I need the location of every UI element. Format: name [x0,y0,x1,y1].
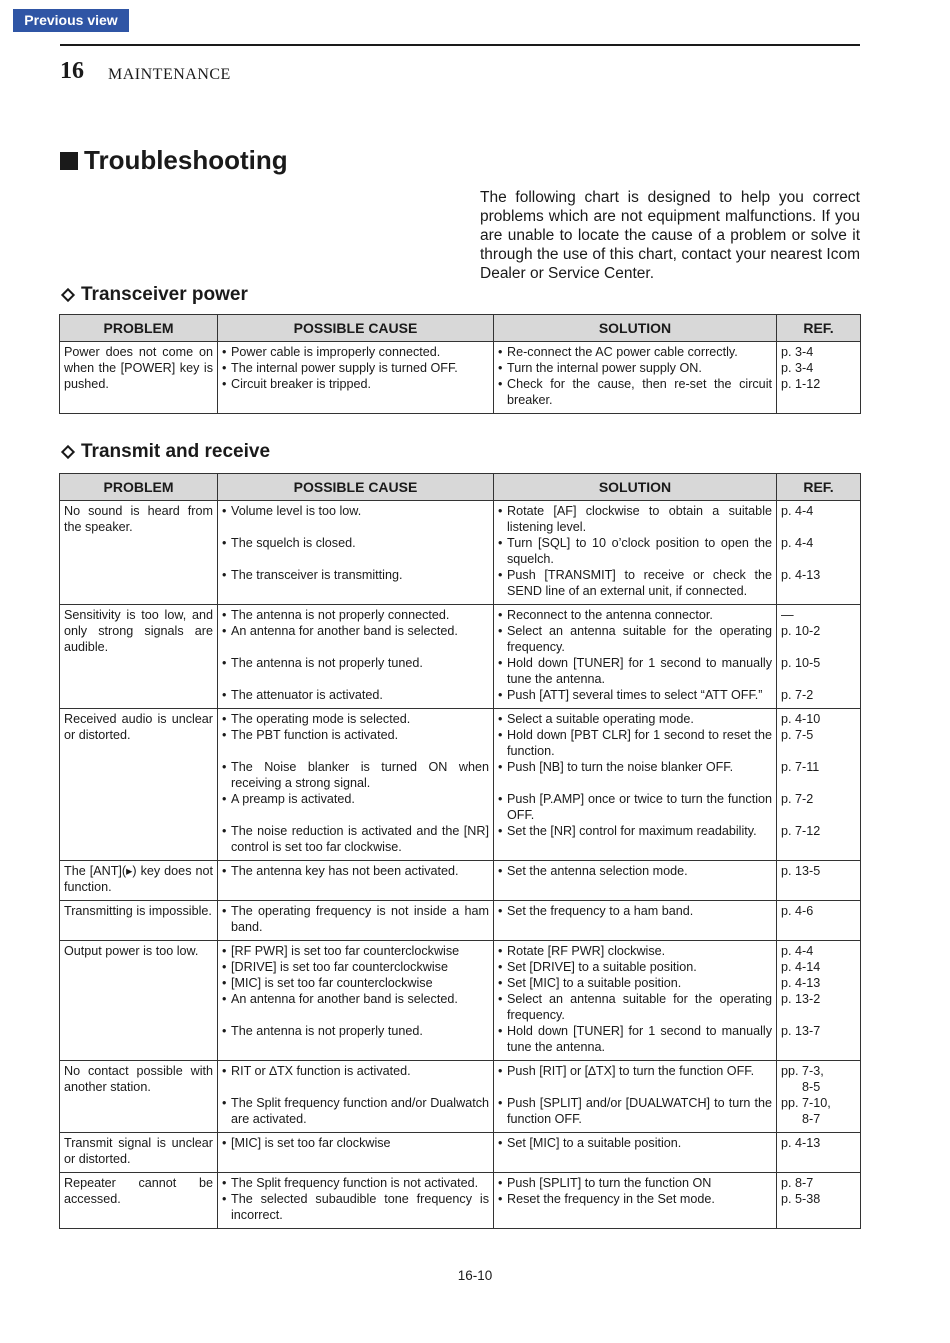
solution-item-text: Check for the cause, then re-set the circuit breaker. [507,377,772,407]
ref-text: p. 10-2 [781,624,821,638]
table-row [60,1061,861,1133]
page-number: 16-10 [457,1268,493,1283]
bullet-icon: • [222,1096,227,1110]
bullet-icon: • [222,944,227,958]
solution-item-text: Rotate [AF] clockwise to obtain a suitable listening level. [507,504,772,534]
previous-view-button[interactable]: Previous view [13,9,129,32]
solution-cell [494,709,777,861]
solution-item-text: Re-connect the AC power cable correctly. [507,345,738,359]
cause-item-text: The internal power supply is turned OFF. [231,361,458,375]
solution-cell [494,605,777,709]
cause-item-text: The operating mode is selected. [231,712,411,726]
cause-item [222,1063,489,1079]
table-row [60,342,861,414]
bullet-icon: • [222,1136,227,1150]
column-header: SOLUTION [494,474,777,501]
column-header: REF. [777,315,861,342]
ref-text: 8-7 [781,1112,821,1126]
solution-item [498,1191,772,1207]
bullet-icon: • [498,688,503,702]
cause-cell [218,605,494,709]
bullet-icon: • [222,608,227,622]
solution-item-text: Select an antenna suitable for the operating frequency. [507,992,772,1022]
cause-cell [218,1061,494,1133]
bullet-icon: • [222,504,227,518]
bullet-icon: • [222,688,227,702]
cause-item [222,759,489,791]
ref-cell [777,1133,861,1173]
solution-item [498,759,772,775]
cause-item [222,376,489,392]
bullet-icon: • [498,1064,503,1078]
cause-item [222,360,489,376]
solution-cell [494,342,777,414]
problem-cell: No contact possible with another station. [60,1061,218,1133]
section-title-text: Troubleshooting [84,145,288,175]
solution-item-text: Reconnect to the antenna connector. [507,608,713,622]
problem-cell: Received audio is unclear or distorted. [60,709,218,861]
solution-item [498,823,772,839]
solution-item [498,1135,772,1151]
spacer [781,519,856,535]
bullet-icon: • [498,792,503,806]
spacer [222,807,489,823]
cause-item [222,1023,489,1039]
table-row [60,709,861,861]
ref-text: p. 3-4 [781,345,814,359]
cause-item [222,535,489,551]
bullet-icon: • [498,824,503,838]
intro-paragraph: The following chart is designed to help you correct problems which are not equipment malfunctions. If you are unable to locate the cause of a problem or solve it through the use of this chart, contact your nearest Icom Dealer or Service Center. [480,189,860,282]
cause-item-text: An antenna for another band is selected. [231,992,458,1006]
cause-item-text: The antenna key has not been activated. [231,864,459,878]
ref-text: p. 7-5 [781,728,814,742]
solution-item [498,991,772,1023]
diamond-icon [61,445,75,459]
cause-item [222,1135,489,1151]
bullet-icon: • [222,1024,227,1038]
solution-cell [494,941,777,1061]
solution-item [498,623,772,655]
cause-cell [218,501,494,605]
bullet-icon: • [222,824,227,838]
solution-item-text: Rotate [RF PWR] clockwise. [507,944,666,958]
bullet-icon: • [498,976,503,990]
spacer [781,551,856,567]
bullet-icon: • [222,1192,227,1206]
spacer [498,1079,772,1095]
solution-item [498,959,772,975]
ref-text: p. 4-6 [781,904,814,918]
solution-item-text: Push [SPLIT] to turn the function ON [507,1176,712,1190]
bullet-icon: • [222,345,227,359]
cause-item [222,903,489,935]
solution-item-text: Turn the internal power supply ON. [507,361,702,375]
solution-item-text: Push [NB] to turn the noise blanker OFF. [507,760,734,774]
bullet-icon: • [498,904,503,918]
column-header: SOLUTION [494,315,777,342]
cause-item [222,655,489,671]
cause-cell [218,941,494,1061]
bullet-icon: • [222,568,227,582]
solution-item-text: Reset the frequency in the Set mode. [507,1192,715,1206]
solution-item-text: Select an antenna suitable for the operating frequency. [507,624,772,654]
ref-cell [777,861,861,901]
bullet-icon: • [498,1136,503,1150]
ref-text: p. 4-4 [781,536,814,550]
ref-cell [777,941,861,1061]
column-header: POSSIBLE CAUSE [218,315,494,342]
cause-item [222,344,489,360]
solution-cell [494,901,777,941]
ref-cell [777,1061,861,1133]
solution-item [498,1023,772,1055]
ref-text: p. 4-4 [781,504,814,518]
spacer [222,743,489,759]
bullet-icon: • [222,904,227,918]
table-row [60,1173,861,1229]
cause-item-text: An antenna for another band is selected. [231,624,458,638]
problem-cell: Power does not come on when the [POWER] key is pushed. [60,342,218,414]
ref-text: p. 4-13 [781,1136,821,1150]
solution-cell [494,861,777,901]
cause-item-text: The antenna is not properly connected. [231,608,450,622]
solution-item [498,655,772,687]
problem-cell: No sound is heard from the speaker. [60,501,218,605]
cause-item-text: The Split frequency function and/or Dualwatch are activated. [231,1096,489,1126]
chapter-title: MAINTENANCE [108,66,231,83]
cause-item-text: The Noise blanker is turned ON when receiving a strong signal. [231,760,489,790]
square-bullet-icon [60,152,78,170]
solution-item [498,1175,772,1191]
bullet-icon: • [222,1176,227,1190]
bullet-icon: • [498,760,503,774]
diamond-icon [61,288,75,302]
cause-item-text: Power cable is improperly connected. [231,345,441,359]
solution-item-text: Hold down [TUNER] for 1 second to manually tune the antenna. [507,1024,772,1054]
chapter-number: 16 [60,58,84,84]
cause-item [222,727,489,743]
bullet-icon: • [498,944,503,958]
table-row [60,901,861,941]
cause-item [222,791,489,807]
bullet-icon: • [498,1192,503,1206]
cause-item-text: The attenuator is activated. [231,688,383,702]
ref-text: p. 3-4 [781,361,814,375]
cause-cell [218,901,494,941]
bullet-icon: • [222,624,227,638]
cause-item [222,1095,489,1127]
ref-text: p. 7-2 [781,688,814,702]
troubleshooting-table-transmit [59,473,861,1229]
table-row [60,941,861,1061]
bullet-icon: • [222,728,227,742]
cause-cell [218,1133,494,1173]
cause-item-text: The transceiver is transmitting. [231,568,403,582]
solution-item [498,903,772,919]
bullet-icon: • [222,760,227,774]
ref-text: p. 10-5 [781,656,821,670]
solution-item [498,607,772,623]
ref-cell [777,605,861,709]
solution-item [498,360,772,376]
bullet-icon: • [222,1064,227,1078]
bullet-icon: • [498,728,503,742]
bullet-icon: • [498,960,503,974]
bullet-icon: • [222,992,227,1006]
ref-text: p. 7-11 [781,760,820,774]
table-row [60,501,861,605]
solution-item [498,943,772,959]
solution-item [498,376,772,408]
cause-item [222,687,489,703]
solution-item-text: Hold down [PBT CLR] for 1 second to reset the function. [507,728,772,758]
spacer [781,671,856,687]
table-row [60,605,861,709]
solution-cell [494,1133,777,1173]
solution-item [498,503,772,535]
bullet-icon: • [498,504,503,518]
ref-cell [777,342,861,414]
spacer [222,671,489,687]
ref-text: p. 7-12 [781,824,821,838]
solution-cell [494,501,777,605]
bullet-icon: • [498,377,503,391]
bullet-icon: • [222,864,227,878]
cause-item [222,975,489,991]
solution-item [498,791,772,823]
solution-item [498,567,772,599]
bullet-icon: • [222,712,227,726]
bullet-icon: • [222,976,227,990]
cause-item-text: [DRIVE] is set too far counterclockwise [231,960,448,974]
bullet-icon: • [498,536,503,550]
spacer [781,775,856,791]
cause-item [222,711,489,727]
cause-cell [218,1173,494,1229]
solution-item [498,727,772,759]
solution-item-text: Select a suitable operating mode. [507,712,694,726]
cause-item-text: The Split frequency function is not activated. [231,1176,479,1190]
solution-item-text: Hold down [TUNER] for 1 second to manually tune the antenna. [507,656,772,686]
solution-cell [494,1061,777,1133]
ref-text: p. 4-13 [781,976,821,990]
bullet-icon: • [498,361,503,375]
cause-item-text: [MIC] is set too far clockwise [231,1136,391,1150]
ref-text: 8-5 [781,1080,821,1094]
cause-item [222,943,489,959]
solution-item-text: Push [TRANSMIT] to receive or check the SEND line of an external unit, if connected. [507,568,772,598]
ref-cell [777,1173,861,1229]
subsection-title-text: Transmit and receive [81,441,271,462]
solution-item-text: Set [MIC] to a suitable position. [507,976,682,990]
subsection-title-power [60,284,248,306]
problem-cell: The [ANT](▸) key does not function. [60,861,218,901]
cause-item [222,823,489,855]
cause-cell [218,861,494,901]
spacer [781,743,856,759]
solution-item [498,1095,772,1127]
cause-item-text: A preamp is activated. [231,792,355,806]
ref-cell [777,709,861,861]
section-title [60,145,288,176]
bullet-icon: • [498,992,503,1006]
ref-text: p. 4-4 [781,944,814,958]
spacer [222,1079,489,1095]
problem-cell: Transmitting is impossible. [60,901,218,941]
bullet-icon: • [222,361,227,375]
bullet-icon: • [498,1096,503,1110]
cause-item [222,567,489,583]
cause-item [222,1191,489,1223]
solution-item-text: Set the [NR] control for maximum readability. [507,824,757,838]
bullet-icon: • [498,712,503,726]
bullet-icon: • [222,656,227,670]
subsection-title-text: Transceiver power [81,284,248,305]
bullet-icon: • [498,1024,503,1038]
cause-item-text: The operating frequency is not inside a ham band. [231,904,489,934]
troubleshooting-table-power [59,314,861,414]
ref-text: pp. 7-3, [781,1064,824,1078]
column-header: POSSIBLE CAUSE [218,474,494,501]
spacer [222,639,489,655]
cause-item-text: Volume level is too low. [231,504,362,518]
spacer [781,639,856,655]
cause-item [222,607,489,623]
cause-item-text: RIT or ∆TX function is activated. [231,1064,411,1078]
cause-item [222,503,489,519]
solution-item-text: Push [ATT] several times to select “ATT OFF.” [507,688,763,702]
cause-item-text: The noise reduction is activated and the [NR] control is set too far clockwise. [231,824,489,854]
solution-item [498,711,772,727]
ref-text: p. 7-2 [781,792,814,806]
solution-item-text: Push [P.AMP] once or twice to turn the function OFF. [507,792,772,822]
cause-item [222,1175,489,1191]
ref-text: p. 4-14 [781,960,821,974]
column-header: PROBLEM [60,474,218,501]
cause-item-text: [RF PWR] is set too far counterclockwise [231,944,460,958]
spacer [498,775,772,791]
bullet-icon: • [498,345,503,359]
ref-text: p. 13-2 [781,992,821,1006]
solution-item [498,975,772,991]
bullet-icon: • [222,792,227,806]
subsection-title-transmit [60,441,270,463]
header-rule [60,44,860,46]
bullet-icon: • [498,656,503,670]
problem-cell: Sensitivity is too low, and only strong signals are audible. [60,605,218,709]
cause-item-text: The PBT function is activated. [231,728,399,742]
solution-item [498,535,772,567]
ref-text: pp. 7-10, [781,1096,831,1110]
table-row [60,861,861,901]
solution-item-text: Push [RIT] or [∆TX] to turn the function OFF. [507,1064,755,1078]
cause-item [222,623,489,639]
solution-item-text: Push [SPLIT] and/or [DUALWATCH] to turn the function OFF. [507,1096,772,1126]
cause-item [222,959,489,975]
solution-item [498,863,772,879]
solution-item [498,1063,772,1079]
bullet-icon: • [222,377,227,391]
solution-item-text: Set the antenna selection mode. [507,864,688,878]
ref-text: p. 8-7 [781,1176,814,1190]
cause-item [222,863,489,879]
ref-text: — [781,608,794,622]
solution-item-text: Set [MIC] to a suitable position. [507,1136,682,1150]
bullet-icon: • [498,1176,503,1190]
cause-item-text: [MIC] is set too far counterclockwise [231,976,433,990]
solution-item-text: Turn [SQL] to 10 o’clock position to open the squelch. [507,536,772,566]
column-header: REF. [777,474,861,501]
spacer [222,1007,489,1023]
table-row [60,1133,861,1173]
spacer [222,519,489,535]
cause-item-text: The selected subaudible tone frequency is incorrect. [231,1192,489,1222]
solution-item [498,344,772,360]
bullet-icon: • [498,864,503,878]
solution-item-text: Set the frequency to a ham band. [507,904,694,918]
problem-cell: Output power is too low. [60,941,218,1061]
cause-item-text: The antenna is not properly tuned. [231,656,423,670]
ref-text: p. 4-13 [781,568,821,582]
spacer [222,551,489,567]
problem-cell: Repeater cannot be accessed. [60,1173,218,1229]
cause-cell [218,709,494,861]
spacer [781,1007,856,1023]
bullet-icon: • [498,624,503,638]
ref-text: p. 1-12 [781,377,821,391]
ref-cell [777,901,861,941]
cause-item-text: The squelch is closed. [231,536,356,550]
bullet-icon: • [498,608,503,622]
cause-item-text: Circuit breaker is tripped. [231,377,371,391]
solution-item [498,687,772,703]
problem-cell: Transmit signal is unclear or distorted. [60,1133,218,1173]
column-header: PROBLEM [60,315,218,342]
bullet-icon: • [498,568,503,582]
spacer [781,807,856,823]
ref-text: p. 13-5 [781,864,821,878]
solution-cell [494,1173,777,1229]
bullet-icon: • [222,536,227,550]
ref-text: p. 4-10 [781,712,821,726]
solution-item-text: Set [DRIVE] to a suitable position. [507,960,697,974]
ref-cell [777,501,861,605]
bullet-icon: • [222,960,227,974]
cause-cell [218,342,494,414]
cause-item-text: The antenna is not properly tuned. [231,1024,423,1038]
cause-item [222,991,489,1007]
ref-text: p. 13-7 [781,1024,821,1038]
ref-text: p. 5-38 [781,1192,821,1206]
